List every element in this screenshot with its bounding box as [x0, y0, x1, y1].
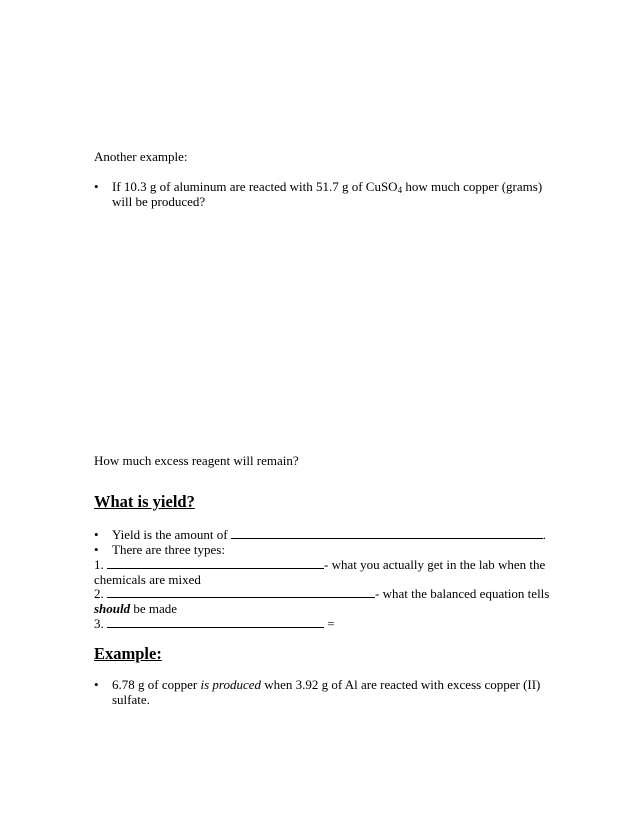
yield-bullet-1 [112, 527, 546, 542]
item-3-number: 3. [94, 616, 104, 631]
fill-in-blank [107, 557, 324, 569]
example-text-b: when 3.92 g of Al are reacted with excess copper (II) [261, 677, 541, 692]
bullet-icon: • [94, 542, 99, 557]
question-part-1: If 10.3 g of aluminum are reacted with 51.7 g of CuSO [112, 179, 398, 194]
item-2-number: 2. [94, 586, 104, 601]
example-text-a: 6.78 g of copper [112, 677, 201, 692]
example-line-1 [112, 677, 540, 692]
yield-item-2 [94, 586, 549, 601]
yield-item-1-cont: chemicals are mixed [94, 572, 201, 587]
example-heading: Example: [94, 644, 162, 663]
bullet-icon: • [94, 677, 99, 692]
yield-item-2-cont [94, 601, 177, 616]
is-produced-emphasis: is produced [200, 677, 261, 692]
question-subscript: 4 [397, 185, 403, 195]
item-1-number: 1. [94, 557, 104, 572]
fill-in-blank [231, 527, 543, 539]
question-line-1 [112, 179, 542, 194]
bullet-icon: • [94, 527, 99, 542]
intro-text: Another example: [94, 149, 188, 164]
yield-bullet-1-end: . [542, 527, 547, 542]
fill-in-blank [107, 586, 375, 598]
yield-heading: What is yield? [94, 492, 195, 511]
followup-question: How much excess reagent will remain? [94, 453, 299, 468]
fill-in-blank [107, 616, 324, 628]
item-1-text: - what you actually get in the lab when the [324, 557, 546, 572]
item-3-text: = [324, 616, 335, 631]
should-emphasis: should [94, 601, 131, 616]
item-2-text: - what the balanced equation tells [375, 586, 550, 601]
yield-item-1 [94, 557, 545, 572]
bullet-icon: • [94, 179, 99, 194]
yield-bullet-1-text: Yield is the amount of [112, 527, 228, 542]
item-2-cont-text: be made [130, 601, 178, 616]
yield-item-3 [94, 616, 335, 631]
question-part-2: how much copper (grams) [402, 179, 543, 194]
question-line-2: will be produced? [112, 194, 206, 209]
example-line-2: sulfate. [112, 692, 150, 707]
yield-bullet-2: There are three types: [112, 542, 225, 557]
